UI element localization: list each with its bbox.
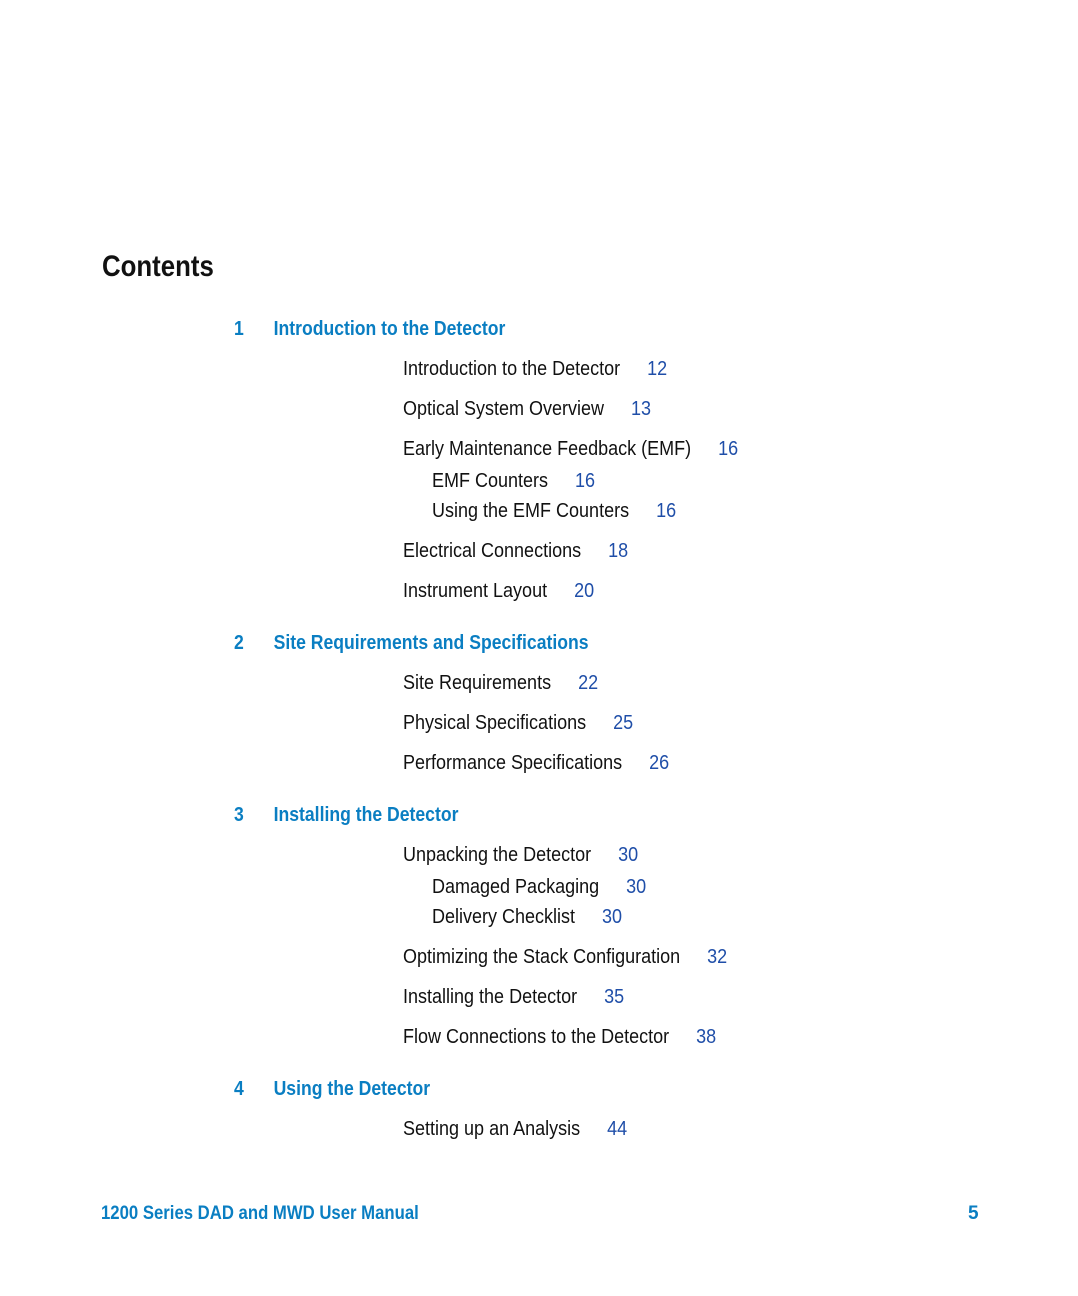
toc-subentry[interactable] — [432, 876, 646, 899]
toc-entry-title: Unpacking the Detector — [403, 844, 592, 866]
toc-entry-title: EMF Counters — [432, 470, 549, 492]
toc-entry[interactable] — [403, 398, 651, 421]
toc-page-link[interactable]: 20 — [574, 580, 595, 602]
toc-page-link[interactable]: 12 — [647, 358, 668, 380]
chapter-number: 1 — [234, 318, 244, 340]
toc-entry[interactable] — [403, 540, 628, 563]
toc-page-link[interactable]: 18 — [608, 540, 629, 562]
chapter-heading-2[interactable] — [234, 632, 589, 655]
chapter-title: Using the Detector — [273, 1078, 431, 1100]
toc-page-link[interactable]: 16 — [718, 438, 739, 460]
toc-page-link[interactable]: 16 — [656, 500, 677, 522]
toc-entry-title: Optical System Overview — [403, 398, 605, 420]
toc-entry[interactable] — [403, 986, 624, 1009]
chapter-heading-4[interactable] — [234, 1078, 430, 1101]
toc-entry-title: Flow Connections to the Detector — [403, 1026, 670, 1048]
toc-page-link[interactable]: 16 — [575, 470, 596, 492]
toc-subentry[interactable] — [432, 906, 622, 929]
toc-entry-title: Using the EMF Counters — [432, 500, 630, 522]
toc-entry-title: Physical Specifications — [403, 712, 587, 734]
toc-entry[interactable] — [403, 752, 669, 775]
chapter-number: 2 — [234, 632, 244, 654]
page-title: Contents — [102, 250, 214, 283]
toc-entry-title: Performance Specifications — [403, 752, 623, 774]
toc-entry-title: Setting up an Analysis — [403, 1118, 581, 1140]
chapter-number: 4 — [234, 1078, 244, 1100]
toc-entry-title: Optimizing the Stack Configuration — [403, 946, 681, 968]
toc-page-link[interactable]: 25 — [613, 712, 634, 734]
toc-entry-title: Early Maintenance Feedback (EMF) — [403, 438, 692, 460]
toc-subentry[interactable] — [432, 470, 595, 493]
toc-page-link[interactable]: 30 — [626, 876, 647, 898]
chapter-title: Introduction to the Detector — [273, 318, 506, 340]
toc-subentry[interactable] — [432, 500, 676, 523]
toc-entry[interactable] — [403, 358, 667, 381]
toc-page-link[interactable]: 13 — [631, 398, 652, 420]
toc-entry[interactable] — [403, 438, 738, 461]
chapter-title: Installing the Detector — [273, 804, 459, 826]
chapter-number: 3 — [234, 804, 244, 826]
footer-manual-title: 1200 Series DAD and MWD User Manual — [101, 1203, 419, 1224]
toc-page-link[interactable]: 35 — [604, 986, 625, 1008]
toc-entry[interactable] — [403, 1026, 716, 1049]
toc-entry[interactable] — [403, 580, 594, 603]
toc-page-link[interactable]: 38 — [696, 1026, 717, 1048]
toc-entry[interactable] — [403, 1118, 627, 1141]
toc-page-link[interactable]: 22 — [578, 672, 599, 694]
footer-page-number: 5 — [968, 1203, 979, 1224]
toc-entry-title: Damaged Packaging — [432, 876, 600, 898]
toc-entry-title: Electrical Connections — [403, 540, 582, 562]
toc-page-link[interactable]: 32 — [707, 946, 728, 968]
toc-entry-title: Instrument Layout — [403, 580, 548, 602]
toc-page-link[interactable]: 26 — [649, 752, 670, 774]
toc-entry-title: Site Requirements — [403, 672, 552, 694]
toc-entry-title: Introduction to the Detector — [403, 358, 621, 380]
toc-entry[interactable] — [403, 712, 633, 735]
toc-entry-title: Installing the Detector — [403, 986, 578, 1008]
chapter-heading-3[interactable] — [234, 804, 458, 827]
toc-entry[interactable] — [403, 844, 638, 867]
chapter-heading-1[interactable] — [234, 318, 505, 341]
toc-entry-title: Delivery Checklist — [432, 906, 576, 928]
toc-entry[interactable] — [403, 672, 598, 695]
toc-page-link[interactable]: 30 — [618, 844, 639, 866]
toc-page-link[interactable]: 44 — [607, 1118, 628, 1140]
toc-entry[interactable] — [403, 946, 727, 969]
toc-page-link[interactable]: 30 — [602, 906, 623, 928]
chapter-title: Site Requirements and Specifications — [273, 632, 589, 654]
